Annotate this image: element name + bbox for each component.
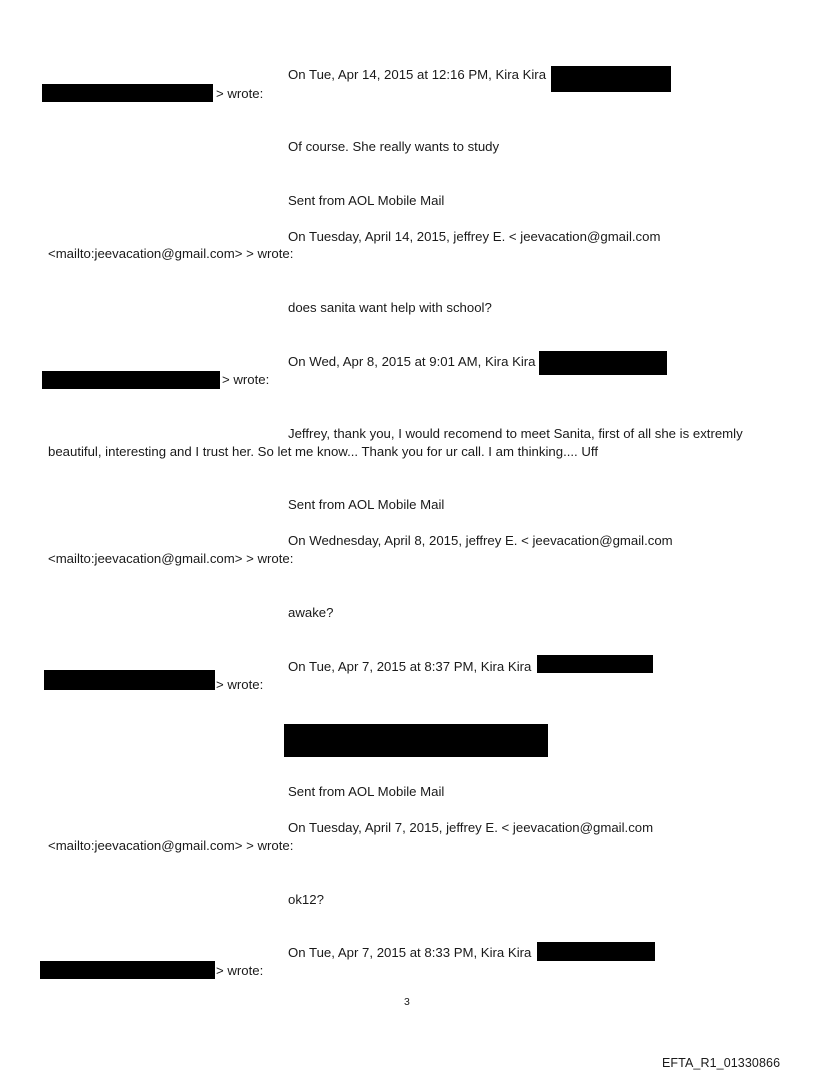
email-header-continuation: > wrote:: [216, 677, 264, 692]
email-header-line: On Wed, Apr 8, 2015 at 9:01 AM, Kira Kira: [288, 354, 536, 369]
email-header-line: On Tue, Apr 7, 2015 at 8:37 PM, Kira Kira: [288, 659, 532, 674]
email-header-continuation: <mailto:jeevacation@gmail.com> > wrote:: [48, 838, 294, 853]
email-body-line: beautiful, interesting and I trust her. So let me know... Thank you for ur call. I am thinking.... Uff: [48, 444, 599, 459]
email-header-line: On Tue, Apr 7, 2015 at 8:33 PM, Kira Kira: [288, 945, 532, 960]
redaction-box: [537, 942, 655, 961]
email-header-line: On Tue, Apr 14, 2015 at 12:16 PM, Kira Kira: [288, 67, 547, 82]
redaction-box: [284, 724, 548, 757]
redaction-box: [44, 670, 215, 690]
email-header-continuation: > wrote:: [216, 86, 264, 101]
email-header-line: On Wednesday, April 8, 2015, jeffrey E. < jeevacation@gmail.com: [288, 533, 673, 548]
email-body-line: Jeffrey, thank you, I would recomend to meet Sanita, first of all she is extremly: [288, 426, 743, 441]
email-signature: Sent from AOL Mobile Mail: [288, 193, 445, 208]
email-header-continuation: > wrote:: [222, 372, 270, 387]
email-header-continuation: > wrote:: [216, 963, 264, 978]
redaction-box: [42, 84, 213, 102]
redaction-box: [42, 371, 220, 389]
email-body-line: ok12?: [288, 892, 324, 907]
email-header-line: On Tuesday, April 14, 2015, jeffrey E. < jeevacation@gmail.com: [288, 229, 661, 244]
email-signature: Sent from AOL Mobile Mail: [288, 784, 445, 799]
email-header-continuation: <mailto:jeevacation@gmail.com> > wrote:: [48, 551, 294, 566]
email-header-line: On Tuesday, April 7, 2015, jeffrey E. < jeevacation@gmail.com: [288, 820, 654, 835]
redaction-box: [539, 351, 667, 375]
email-body-line: does sanita want help with school?: [288, 300, 492, 315]
email-header-continuation: <mailto:jeevacation@gmail.com> > wrote:: [48, 246, 294, 261]
email-signature: Sent from AOL Mobile Mail: [288, 497, 445, 512]
document-id: EFTA_R1_01330866: [662, 1056, 781, 1070]
redaction-box: [40, 961, 215, 979]
email-body-line: Of course. She really wants to study: [288, 139, 500, 154]
email-body-line: awake?: [288, 605, 334, 620]
redaction-box: [551, 66, 671, 92]
page-number: 3: [404, 996, 410, 1008]
redaction-box: [537, 655, 653, 673]
